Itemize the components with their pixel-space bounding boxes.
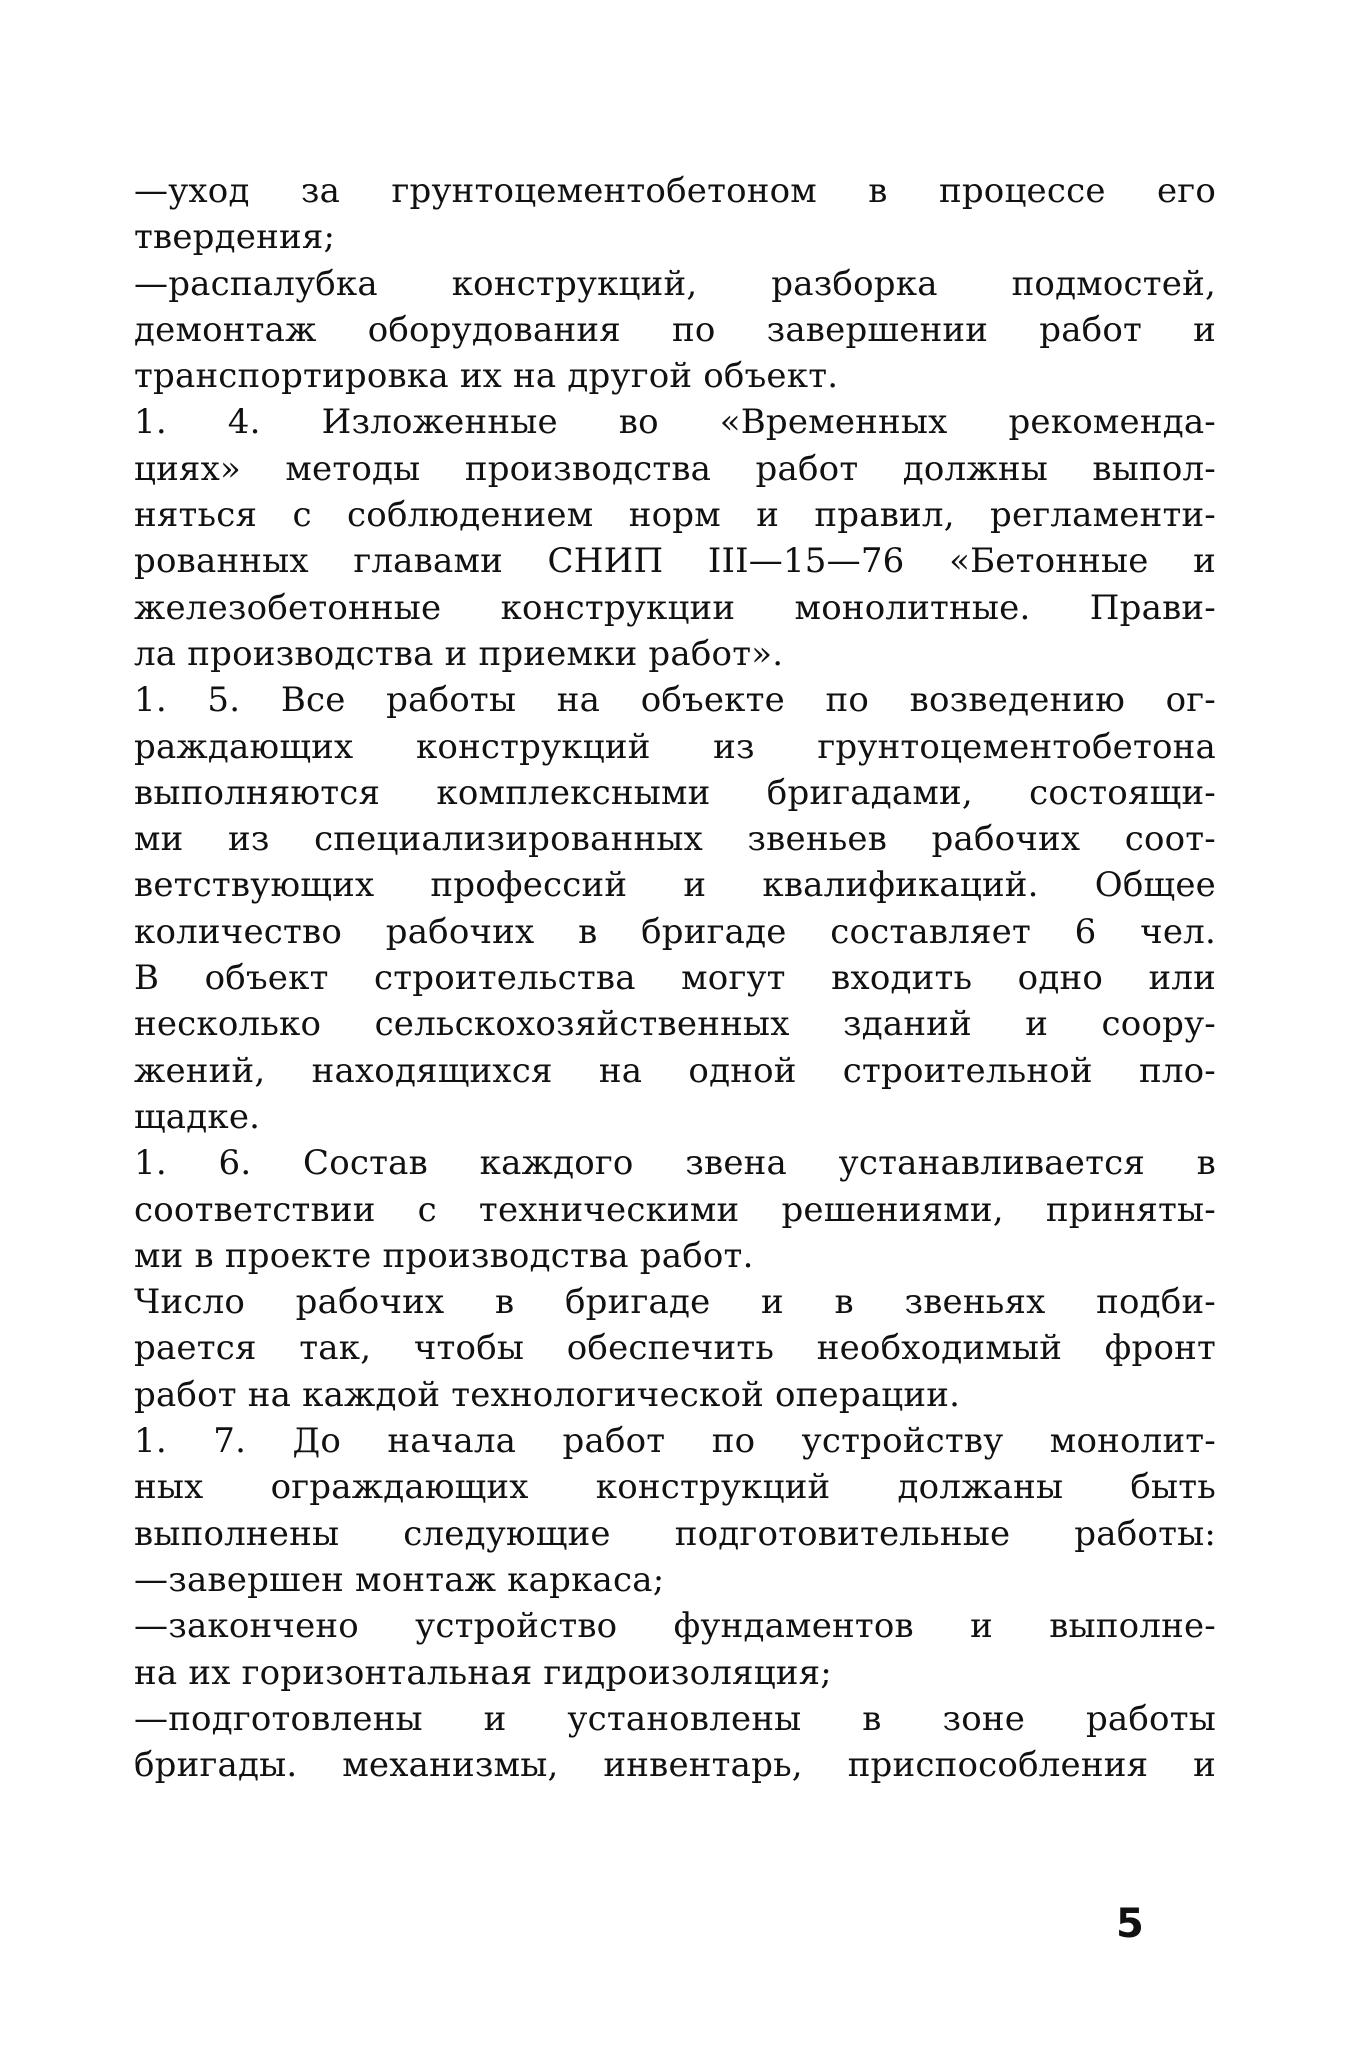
text-line: —подготовлены и установлены в зоне работы <box>134 1698 1216 1739</box>
page-number: 5 <box>1116 1901 1144 1947</box>
text-line: выполняются комплексными бригадами, состоящи- <box>134 772 1216 813</box>
text-line: —распалубка конструкций, разборка подмостей, <box>134 263 1216 304</box>
text-line: выполнены следующие подготовительные работы: <box>134 1513 1216 1554</box>
text-line: количество рабочих в бригаде составляет 6 чел. <box>134 911 1216 952</box>
text-line: транспортировка их на другой объект. <box>134 356 839 397</box>
text-line: —завершен монтаж каркаса; <box>134 1559 665 1600</box>
text-line: ми в проекте производства работ. <box>134 1235 754 1276</box>
text-line: демонтаж оборудования по завершении работ и <box>134 309 1216 350</box>
text-line: на их горизонтальная гидроизоляция; <box>134 1652 832 1693</box>
text-line: железобетонные конструкции монолитные. Прави- <box>134 587 1216 628</box>
text-line: 1. 7. До начала работ по устройству монолит- <box>134 1421 1216 1462</box>
text-line: —уход за грунтоцементобетоном в процессе его <box>134 171 1216 211</box>
text-line: ветствующих профессий и квалификаций. Общее <box>134 865 1216 906</box>
text-line: В объект строительства могут входить одно или <box>134 958 1216 999</box>
text-line: работ на каждой технологической операции. <box>134 1374 961 1415</box>
text-line: 1. 4. Изложенные во «Временных рекоменда- <box>134 402 1216 443</box>
text-line: рается так, чтобы обеспечить необходимый фронт <box>134 1328 1216 1369</box>
text-line: несколько сельскохозяйственных зданий и соору- <box>134 1004 1216 1045</box>
text-line: ми из специализированных звеньев рабочих соот- <box>134 819 1216 860</box>
text-line: рованных главами СНИП III—15—76 «Бетонные и <box>134 541 1216 582</box>
text-line: —закончено устройство фундаментов и выполне- <box>134 1606 1216 1647</box>
text-line: ла производства и приемки работ». <box>134 633 784 674</box>
text-line: соответствии с техническими решениями, приняты- <box>134 1189 1216 1230</box>
text-line: раждающих конструкций из грунтоцементобетона <box>134 726 1216 767</box>
text-line: 1. 6. Состав каждого звена устанавливается в <box>134 1143 1216 1184</box>
body-text <box>134 168 1216 1788</box>
text-line: 1. 5. Все работы на объекте по возведению ог- <box>134 680 1216 721</box>
text-line: бригады. механизмы, инвентарь, приспособления и <box>134 1745 1216 1786</box>
text-line: щадке. <box>134 1096 261 1137</box>
text-line: циях» методы производства работ должны выпол- <box>134 448 1216 489</box>
text-line: жений, находящихся на одной строительной пло- <box>134 1050 1216 1091</box>
text-line: твердения; <box>134 217 336 258</box>
text-line: няться с соблюдением норм и правил, регламенти- <box>134 495 1216 536</box>
text-line: ных ограждающих конструкций должаны быть <box>134 1467 1216 1508</box>
text-line: Число рабочих в бригаде и в звеньях подби- <box>134 1282 1216 1323</box>
